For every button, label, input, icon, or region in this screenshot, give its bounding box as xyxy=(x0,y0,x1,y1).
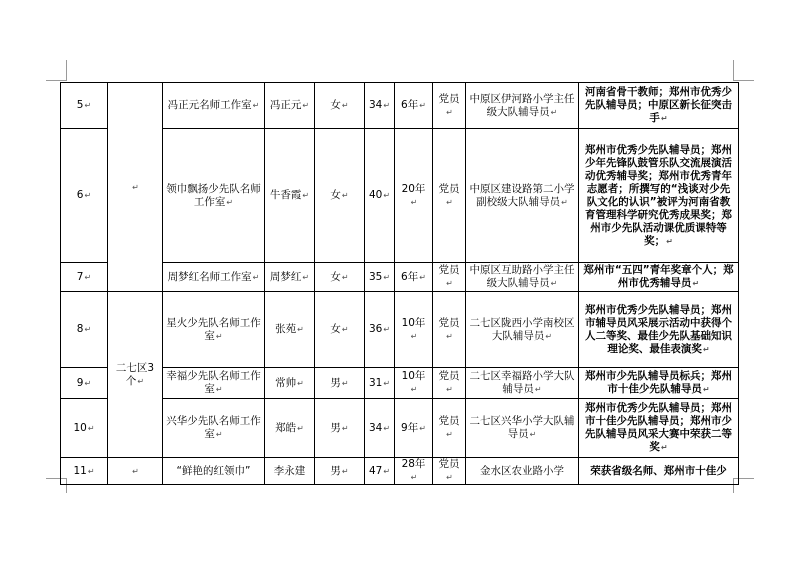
unit-position: 金水区农业路小学 xyxy=(466,458,579,485)
gender: 男↵ xyxy=(315,458,365,485)
unit-position: 中原区互助路小学主任级大队辅导员↵ xyxy=(466,263,579,292)
row-number: 9↵ xyxy=(61,368,108,399)
studio-name: 幸福少先队名师工作室↵ xyxy=(163,368,265,399)
studio-name: 领巾飘扬少先队名师工作室↵ xyxy=(163,129,265,263)
crop-mark-top-right-v xyxy=(733,60,734,81)
political-status: 党员↵ xyxy=(433,458,466,485)
years: 20年↵ xyxy=(395,129,433,263)
unit-position: 中原区建设路第二小学副校级大队辅导员↵ xyxy=(466,129,579,263)
crop-mark-top-left-h xyxy=(46,80,67,81)
table-row xyxy=(61,83,739,129)
unit-position: 二七区陇西小学南校区大队辅导员↵ xyxy=(466,292,579,368)
studio-name: “鲜艳的红领巾” xyxy=(163,458,265,485)
unit-position: 二七区兴华小学大队辅导员↵ xyxy=(466,399,579,458)
honors: 河南省骨干教师；郑州市优秀少先队辅导员；中原区新长征突击手↵ xyxy=(579,83,739,129)
leader-name: 郑皓↵ xyxy=(265,399,315,458)
honors: 郑州市优秀少先队辅导员；郑州市十佳少先队辅导员；郑州市少先队辅导员风采大赛中荣获二等奖↵ xyxy=(579,399,739,458)
honors: 郑州市少先队辅导员标兵；郑州市十佳少先队辅导员↵ xyxy=(579,368,739,399)
years: 6年↵ xyxy=(395,263,433,292)
age: 36↵ xyxy=(365,292,395,368)
studio-name: 星火少先队名师工作室↵ xyxy=(163,292,265,368)
age: 47↵ xyxy=(365,458,395,485)
gender: 女↵ xyxy=(315,83,365,129)
honors: 荣获省级名师、郑州市十佳少 xyxy=(579,458,739,485)
political-status: 党员↵ xyxy=(433,263,466,292)
row-number: 11↵ xyxy=(61,458,108,485)
table-row xyxy=(61,399,739,458)
row-number: 10↵ xyxy=(61,399,108,458)
leader-name: 冯正元↵ xyxy=(265,83,315,129)
table-row xyxy=(61,292,739,368)
political-status: 党员↵ xyxy=(433,292,466,368)
age: 31↵ xyxy=(365,368,395,399)
leader-name: 周梦红↵ xyxy=(265,263,315,292)
leader-name: 张苑↵ xyxy=(265,292,315,368)
years: 28年↵ xyxy=(395,458,433,485)
table-row xyxy=(61,129,739,263)
years: 6年↵ xyxy=(395,83,433,129)
age: 35↵ xyxy=(365,263,395,292)
political-status: 党员↵ xyxy=(433,83,466,129)
table-row xyxy=(61,458,739,485)
row-number: 7↵ xyxy=(61,263,108,292)
gender: 女↵ xyxy=(315,129,365,263)
district-cell: 二七区3个↵ xyxy=(108,292,163,458)
table-row xyxy=(61,263,739,292)
district-cell: ↵ xyxy=(108,83,163,292)
honors: 郑州市优秀少先队辅导员；郑州市辅导员风采展示活动中获得个人二等奖、最佳少先队基础知识理论奖、最佳表演奖↵ xyxy=(579,292,739,368)
row-number: 6↵ xyxy=(61,129,108,263)
gender: 男↵ xyxy=(315,399,365,458)
studio-name: 冯正元名师工作室↵ xyxy=(163,83,265,129)
district-cell: ↵ xyxy=(108,458,163,485)
studio-name: 兴华少先队名师工作室↵ xyxy=(163,399,265,458)
gender: 男↵ xyxy=(315,368,365,399)
years: 10年↵ xyxy=(395,292,433,368)
years: 9年↵ xyxy=(395,399,433,458)
honors: 郑州市优秀少先队辅导员；郑州少年先锋队鼓管乐队交流展演活动优秀辅导奖；郑州市优秀青年志愿者；所撰写的“浅谈对少先队文化的认识”被评为河南省教育管理科学研究优秀成果奖；郑州市少先队活动课优质课特等奖；↵ xyxy=(579,129,739,263)
leader-name: 牛香霞↵ xyxy=(265,129,315,263)
crop-mark-top-right-h xyxy=(733,80,754,81)
table-row xyxy=(61,368,739,399)
gender: 女↵ xyxy=(315,292,365,368)
studio-name: 周梦红名师工作室↵ xyxy=(163,263,265,292)
row-number: 8↵ xyxy=(61,292,108,368)
political-status: 党员↵ xyxy=(433,399,466,458)
political-status: 党员↵ xyxy=(433,368,466,399)
gender: 女↵ xyxy=(315,263,365,292)
studio-table xyxy=(60,82,739,485)
leader-name: 常帅↵ xyxy=(265,368,315,399)
years: 10年↵ xyxy=(395,368,433,399)
age: 34↵ xyxy=(365,83,395,129)
age: 40↵ xyxy=(365,129,395,263)
age: 34↵ xyxy=(365,399,395,458)
leader-name: 李永建 xyxy=(265,458,315,485)
unit-position: 二七区幸福路小学大队辅导员↵ xyxy=(466,368,579,399)
honors: 郑州市“五四”青年奖章个人；郑州市优秀辅导员↵ xyxy=(579,263,739,292)
political-status: 党员↵ xyxy=(433,129,466,263)
unit-position: 中原区伊河路小学主任级大队辅导员↵ xyxy=(466,83,579,129)
crop-mark-top-left-v xyxy=(66,60,67,81)
row-number: 5↵ xyxy=(61,83,108,129)
